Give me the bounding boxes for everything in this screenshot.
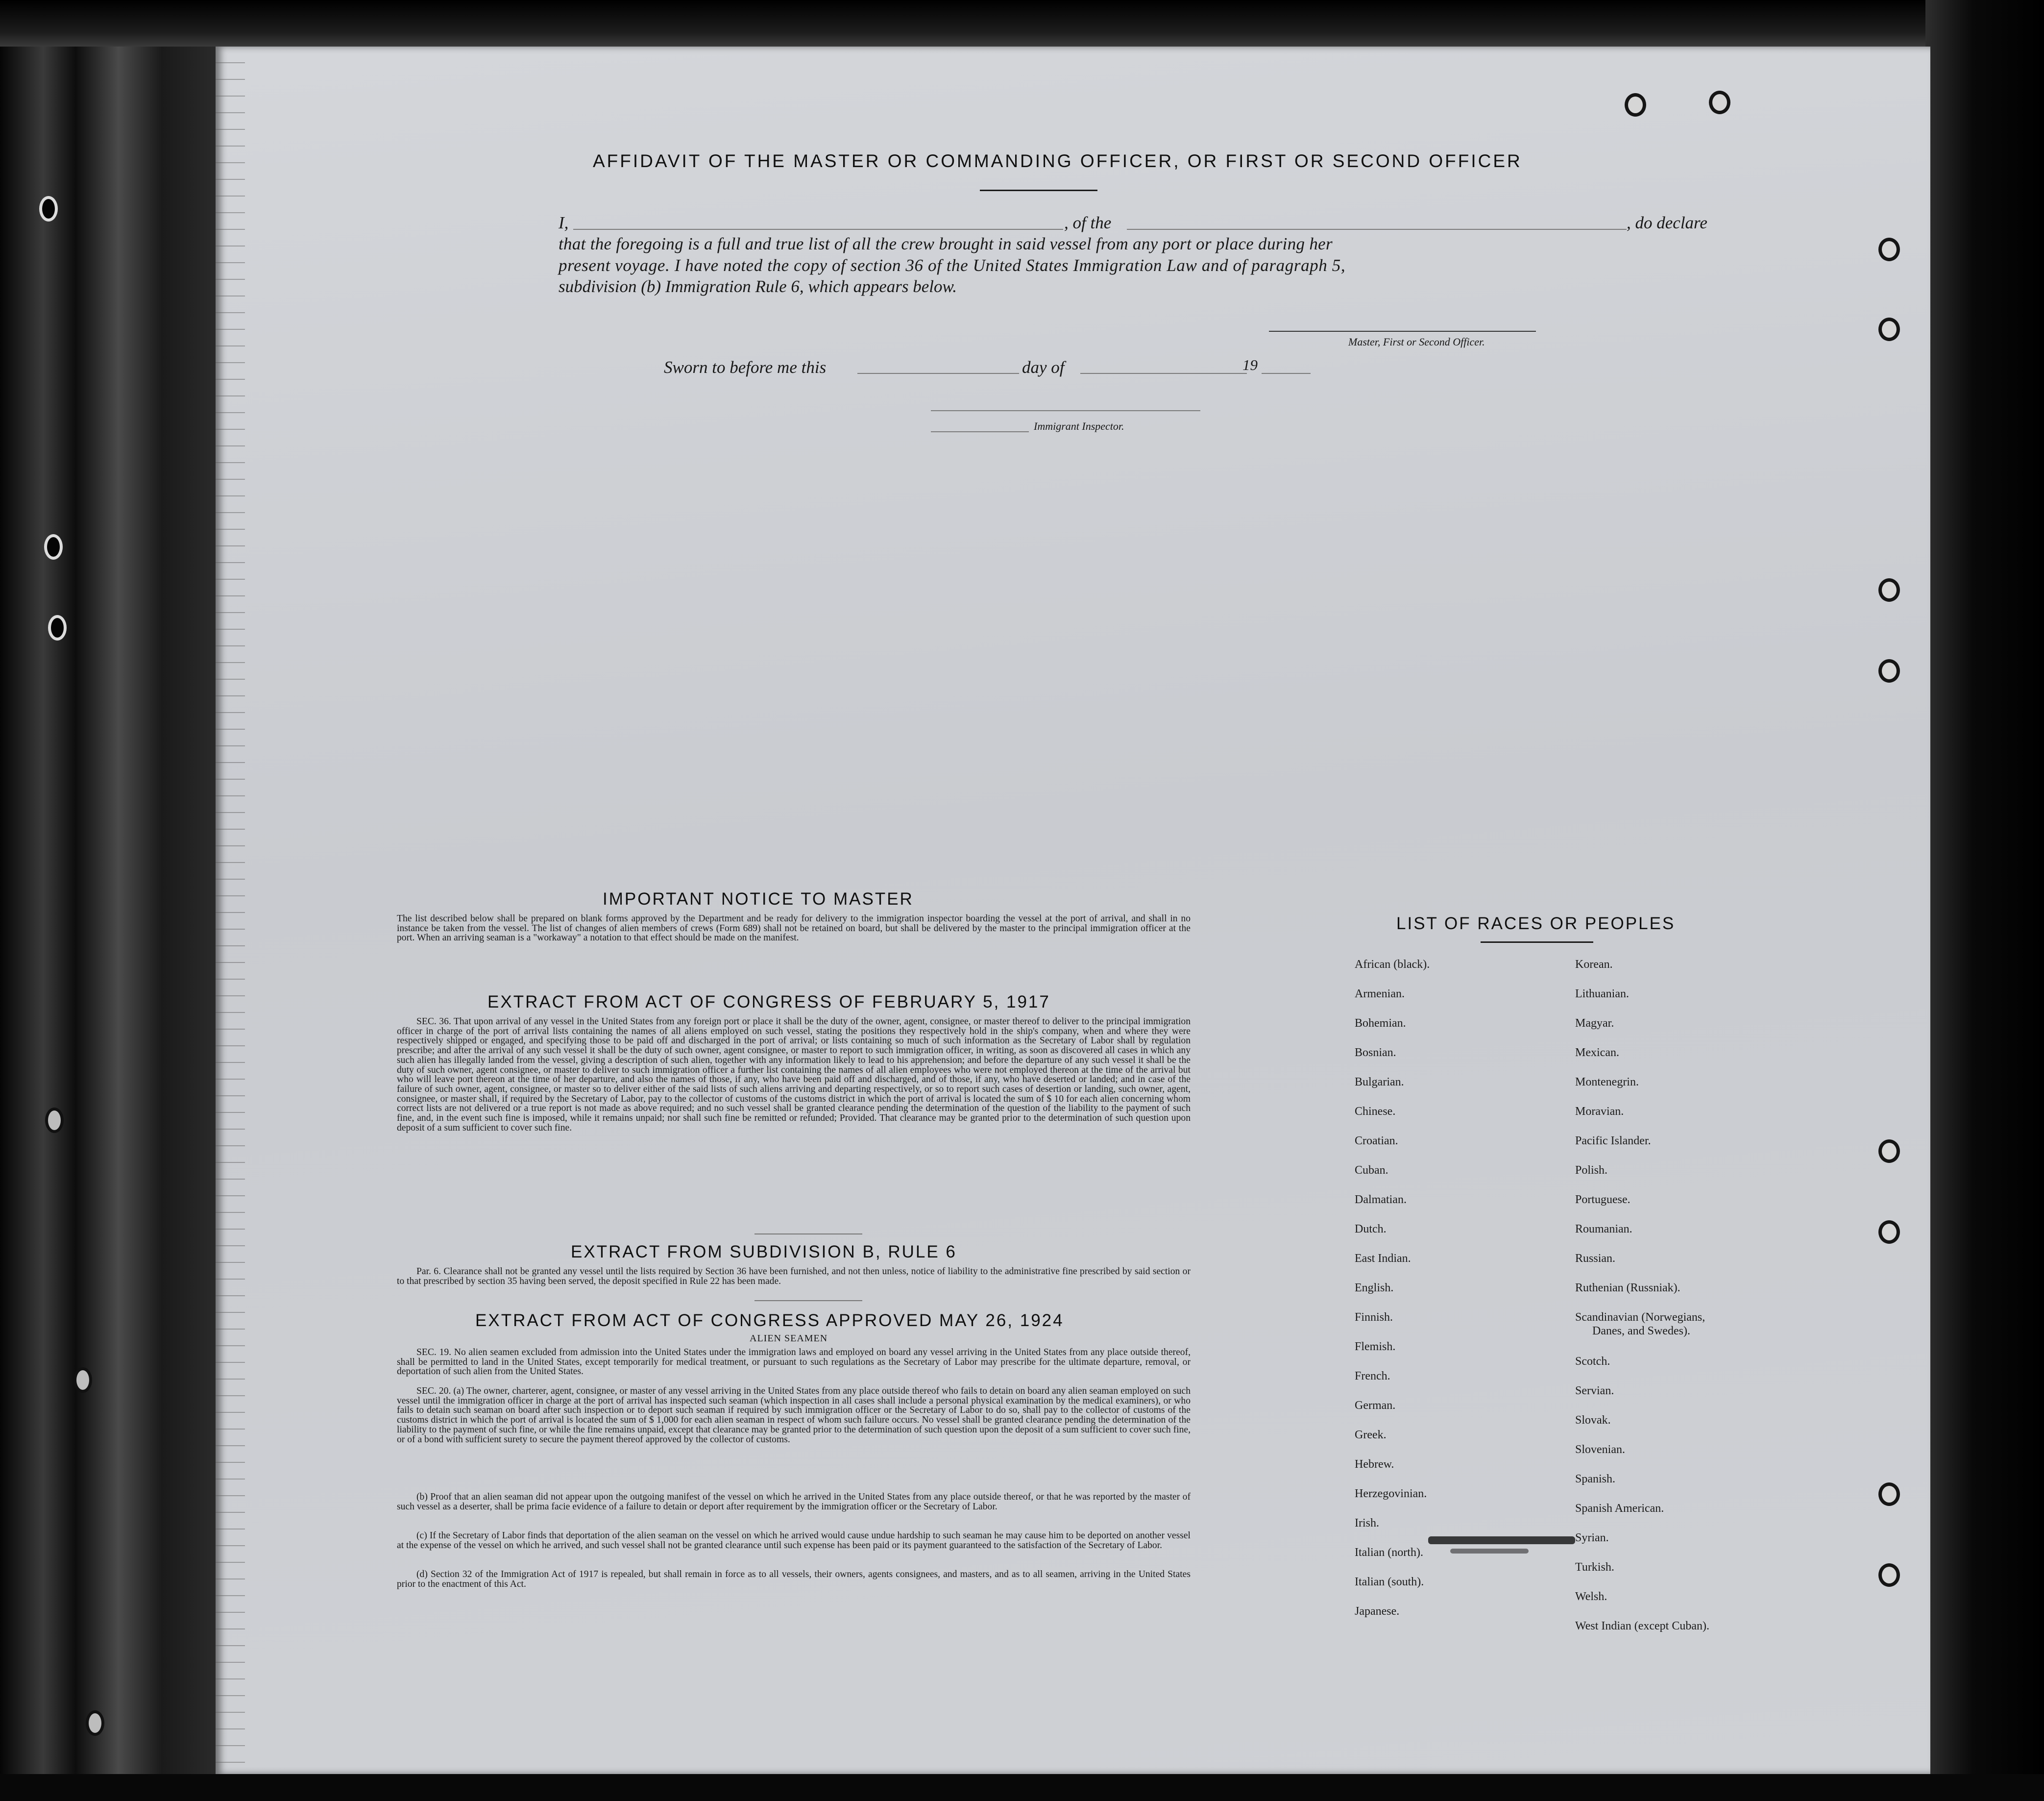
punch-hole (1878, 1220, 1900, 1244)
extract-1917-text: SEC. 36. That upon arrival of any vessel in the United States from any foreign port or place it shall be the duty of the owner, agent, consignee, or master thereof to deliver to the principal immigration officer in charge of the port of arrival lists containing the names of all aliens employed on such vessel, stating the positions they respectively hold in the ship's company, when and where they were respectively shipped or engaged, and specifying those to be paid off and discharged in the port of arrival; or lists containing so much of such information as the Secretary of Labor shall by regulation prescribe; and after the arrival of any such vessel it shall be the duty of such owner, agent consignee, or master to report to such immigration officer, in writing, as soon as discovered all cases in which any such alien has illegally landed from the vessel, giving a description of such alien, together with any information likely to lead to his apprehension; and before the departure of any such vessel it shall be the duty of such owner, agent consignee, or master to deliver to such immigration officer a further list containing the names of all alien employees who were not employed thereon at the time of the arrival but who will leave port thereon at the time of her departure, and also the names of those, if any, who have been paid off and discharged, and of those, if any, who have deserted or landed; and in case of the failure of such owner, agent, consignee, or master so to deliver either of the said lists of such aliens arriving and departing respectively, or so to report such cases of desertion or landing, such owner, agent, consignee, or master shall, if required by the Secretary of Labor, pay to the collector of customs of the customs district in which the port of arrival is located the sum of $ 10 for each alien concerning whom correct lists are not delivered or a true report is not made as above required; and no such vessel shall be granted clearance pending the determination of the question of the liability to the payment of such fine, and, in the event such fine is imposed, while it remains unpaid; nor shall such fine be remitted or refunded; Provided. That clearance may be granted prior to the determination of such question upon deposit of a sum sufficient to cover such fine. (397, 1016, 1191, 1133)
race-list-item: West Indian (except Cuban). (1575, 1620, 1709, 1632)
race-list-item: Roumanian. (1575, 1223, 1632, 1235)
alien-seamen-subtitle: ALIEN SEAMEN (750, 1333, 828, 1344)
race-list-item: Dalmatian. (1355, 1193, 1407, 1206)
notice-text: The list described below shall be prepared on blank forms approved by the Department and be ready for delivery to the immigration inspector boarding the vessel at the port of arrival, and shall in no instance be taken from the vessel. The list of changes of alien members of crews (Form 689) shall not be retained on board, but shall be delivered by the master to the principal immigration officer at the port. When an arriving seaman is a "workaway" a notation to that effect should be made on the manifest. (397, 913, 1191, 943)
section-divider (754, 1300, 862, 1301)
name-blank (573, 229, 1063, 230)
race-list-item: German. (1355, 1399, 1396, 1412)
binder-hole (44, 534, 63, 560)
race-list-item: African (black). (1355, 958, 1430, 971)
affidavit-title: AFFIDAVIT OF THE MASTER OR COMMANDING OFFICER, OR FIRST OR SECOND OFFICER (593, 151, 1522, 171)
affidavit-line3: present voyage. I have noted the copy of section 36 of the United States Immigration Law and of paragraph 5, (559, 256, 1346, 275)
binder-hole (39, 196, 58, 222)
affidavit-line4: subdivision (b) Immigration Rule 6, which appears below. (559, 277, 957, 296)
race-list-item: Slovak. (1575, 1414, 1611, 1427)
race-list-item: Russian. (1575, 1252, 1616, 1265)
inspector-signature-line (931, 410, 1200, 411)
race-list-item: Irish. (1355, 1517, 1379, 1530)
sworn-text: Sworn to before me this (664, 358, 827, 377)
year-blank (1262, 373, 1311, 374)
race-list-item: Spanish. (1575, 1473, 1616, 1485)
race-list-item: Turkish. (1575, 1561, 1614, 1574)
race-list-item: Scotch. (1575, 1355, 1610, 1368)
affidavit-i: I, (559, 213, 569, 232)
notice-title: IMPORTANT NOTICE TO MASTER (603, 889, 914, 909)
signature-line (1269, 331, 1536, 332)
day-blank (857, 373, 1019, 374)
race-list-item: Scandinavian (Norwegians, (1575, 1311, 1705, 1324)
extract-1924-sec20d: (d) Section 32 of the Immigration Act of 1917 is repealed, but shall remain in force as to all vessels, their owners, agents consignees, and masters, and as to all seamen, arriving in the United States prior to the enactment of this Act. (397, 1569, 1191, 1589)
race-list-item: Croatian. (1355, 1135, 1398, 1147)
extract-1924-sec20c: (c) If the Secretary of Labor finds that deportation of the alien seaman on the vessel on which he arrived would cause undue hardship to such seaman he may cause him to be deported on another vessel at the expense of the vessel on which he arrived, and such vessel shall not be granted clearance until such expense has been paid or its payment guaranteed to the satisfaction of the Secretary of Labor. (397, 1530, 1191, 1551)
affidavit-line2: that the foregoing is a full and true list of all the crew brought in said vessel from any port or place during her (559, 234, 1333, 253)
punch-hole (1878, 318, 1900, 341)
affidavit-of-the: , of the (1064, 213, 1112, 232)
race-list-item: Italian (north). (1355, 1546, 1423, 1559)
inspector-caption: Immigrant Inspector. (1034, 420, 1124, 432)
race-list-item: Italian (south). (1355, 1576, 1424, 1588)
year-prefix: 19 (1242, 356, 1258, 373)
race-list-item: Lithuanian. (1575, 987, 1629, 1000)
race-list-item: Welsh. (1575, 1590, 1607, 1603)
ink-smudge (1428, 1536, 1575, 1544)
vessel-blank (1127, 229, 1627, 230)
race-list-item: Danes, and Swedes). (1592, 1325, 1690, 1337)
race-list-item: Bosnian. (1355, 1046, 1396, 1059)
race-list-item: Mexican. (1575, 1046, 1619, 1059)
inspector-name-blank (931, 431, 1029, 432)
races-title: LIST OF RACES OR PEOPLES (1396, 914, 1676, 933)
extract-rule6-title: EXTRACT FROM SUBDIVISION B, RULE 6 (571, 1242, 957, 1261)
race-list-item: Magyar. (1575, 1017, 1614, 1030)
punch-hole (1878, 1482, 1900, 1506)
race-list-item: Servian. (1575, 1384, 1614, 1397)
race-list-item: Polish. (1575, 1164, 1608, 1177)
races-underline (1481, 941, 1593, 943)
extract-1924-sec20a: SEC. 20. (a) The owner, charterer, agent, consignee, or master of any vessel arriving in the United States from any place outside thereof who fails to detain on board any alien seaman employed on such vessel until the immigration officer in charge at the port of arrival has inspected such seaman (which inspection in all cases shall include a personal physical examination by the medical examiners), or who fails to detain such seaman on board after such inspection or to deport such seaman if required by such immigration officer or the Secretary of Labor to do so, shall pay to the collector of customs of the customs district in which the port of arrival is located the sum of $ 1,000 for each alien seaman in respect of whom such failure occurs. No vessel shall be granted clearance pending the determination of the liability to the payment of such fine, or while the fine remains unpaid, except that clearance may be granted prior to the determination of such question upon the deposit of a sum sufficient to cover such fine, or of a bond with sufficient surety to secure the payment thereof approved by the collector of customs. (397, 1386, 1191, 1445)
day-of: day of (1022, 358, 1065, 377)
title-underline (980, 190, 1097, 191)
race-list-item: Spanish American. (1575, 1502, 1664, 1515)
race-list-item: Herzegovinian. (1355, 1487, 1427, 1500)
binder-hole (45, 1108, 64, 1133)
race-list-item: Ruthenian (Russniak). (1575, 1282, 1680, 1294)
punch-hole (1878, 1563, 1900, 1587)
race-list-item: Cuban. (1355, 1164, 1388, 1177)
race-list-item: Moravian. (1575, 1105, 1624, 1118)
binder-hole (86, 1710, 104, 1736)
ledger-edge-lines (216, 47, 245, 1774)
punch-hole (1878, 1139, 1900, 1163)
scan-border-right (1925, 0, 2044, 1801)
binder-hole (48, 615, 67, 641)
race-list-item: Bulgarian. (1355, 1076, 1404, 1088)
extract-1924-title: EXTRACT FROM ACT OF CONGRESS APPROVED MAY 26, 1924 (475, 1311, 1064, 1330)
punch-hole (1878, 659, 1900, 683)
ink-smudge (1450, 1549, 1529, 1554)
race-list-item: Flemish. (1355, 1340, 1396, 1353)
race-list-item: Dutch. (1355, 1223, 1387, 1235)
race-list-item: Japanese. (1355, 1605, 1400, 1618)
signature-caption: Master, First or Second Officer. (1348, 336, 1485, 348)
race-list-item: Pacific Islander. (1575, 1135, 1651, 1147)
affidavit-do-declare: , do declare (1627, 213, 1707, 232)
extract-1924-sec20b: (b) Proof that an alien seaman did not appear upon the outgoing manifest of the vessel on which he arrived in the United States from any place outside thereof, or that he was reported by the master of such vessel as a deserter, shall be prima facie evidence of a failure to detain or deport after requirement by the immigration officer or the Secretary of Labor. (397, 1492, 1191, 1512)
race-list-item: Korean. (1575, 958, 1613, 971)
race-list-item: Armenian. (1355, 987, 1405, 1000)
race-list-item: Bohemian. (1355, 1017, 1406, 1030)
scan-border-bottom (0, 1774, 2044, 1801)
extract-1924-sec19: SEC. 19. No alien seamen excluded from admission into the United States under the immigration laws and employed on board any vessel arriving in the United States from any place outside thereof, shall be permitted to land in the United States, except temporarily for medical treatment, or pursuant to such regulations as the Secretary of Labor may prescribe for the ultimate departure, removal, or deportation of such alien from the United States. (397, 1347, 1191, 1377)
race-list-item: English. (1355, 1282, 1394, 1294)
extract-1917-title: EXTRACT FROM ACT OF CONGRESS OF FEBRUARY 5, 1917 (487, 992, 1050, 1012)
race-list-item: Slovenian. (1575, 1443, 1625, 1456)
punch-hole (1878, 238, 1900, 261)
race-list-item: East Indian. (1355, 1252, 1411, 1265)
punch-hole (1878, 578, 1900, 602)
punch-hole (1709, 91, 1730, 114)
race-list-item: Chinese. (1355, 1105, 1396, 1118)
race-list-item: Hebrew. (1355, 1458, 1394, 1471)
binder-hole (73, 1367, 92, 1393)
scan-border-top (0, 0, 2044, 47)
race-list-item: Finnish. (1355, 1311, 1393, 1324)
scan-border-left (0, 0, 216, 1801)
race-list-item: Greek. (1355, 1429, 1387, 1441)
extract-rule6-text: Par. 6. Clearance shall not be granted any vessel until the lists required by Section 36 have been furnished, and not then unless, notice of liability to the administrative fine prescribed by said section or to that prescribed by section 35 having been served, the deposit specified in Rule 22 has been made. (397, 1266, 1191, 1286)
race-list-item: French. (1355, 1370, 1390, 1382)
month-blank (1080, 373, 1247, 374)
race-list-item: Portuguese. (1575, 1193, 1630, 1206)
document-page (216, 47, 1930, 1774)
race-list-item: Syrian. (1575, 1531, 1609, 1544)
race-list-item: Montenegrin. (1575, 1076, 1639, 1088)
punch-hole (1625, 93, 1646, 117)
